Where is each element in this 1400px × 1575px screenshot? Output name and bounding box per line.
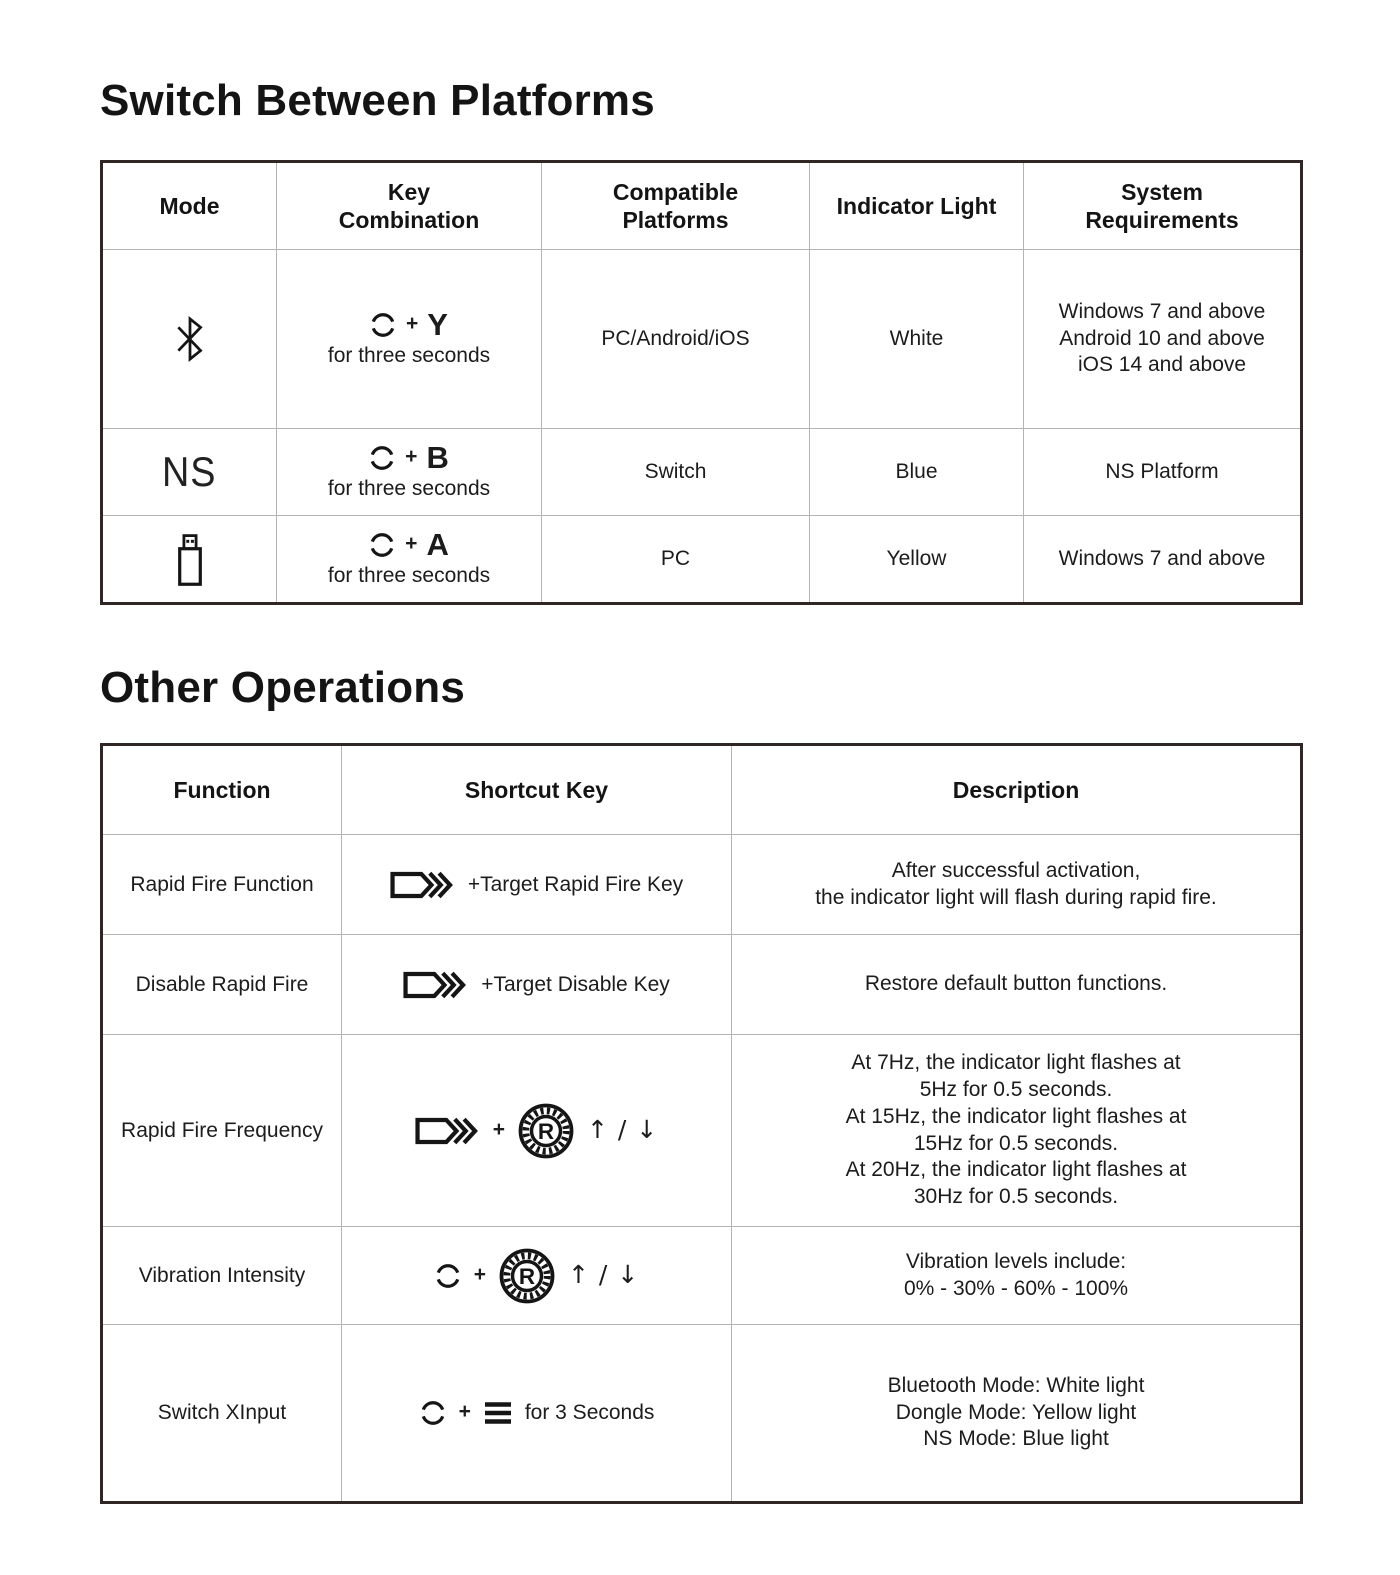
up-down-arrows: ↑ / ↓ — [587, 1115, 659, 1145]
header-compatible-platforms: Compatible Platforms — [542, 162, 810, 250]
mode-cell — [102, 429, 277, 516]
indicator-light-cell: White — [810, 250, 1024, 429]
function-cell: Rapid Fire Function — [102, 835, 342, 935]
function-cell: Disable Rapid Fire — [102, 935, 342, 1035]
r-dial-icon — [498, 1247, 556, 1305]
menu-button-icon — [483, 1401, 513, 1425]
header-mode: Mode — [102, 162, 277, 250]
shortcut-cell — [342, 1325, 732, 1503]
ns-mode-label: NS — [162, 448, 217, 496]
function-cell: Switch XInput — [102, 1325, 342, 1503]
shortcut-label: +Target Rapid Fire Key — [467, 872, 684, 896]
header-indicator-light: Indicator Light — [810, 162, 1024, 250]
section-title-other-operations: Other Operations — [100, 663, 466, 712]
table-row-switch-xinput — [102, 1325, 1302, 1503]
table-row-rapid-fire — [102, 835, 1302, 935]
description-cell: Bluetooth Mode: White light Dongle Mode: Yellow light NS Mode: Blue light — [732, 1325, 1302, 1503]
shortcut-cell — [342, 835, 732, 935]
usb-dongle-icon — [173, 530, 207, 588]
section-title-switch-platforms: Switch Between Platforms — [100, 76, 655, 125]
key-combination-cell — [277, 429, 542, 516]
compatible-platforms-cell: PC/Android/iOS — [542, 250, 810, 429]
key-letter-y: Y — [427, 307, 449, 343]
shortcut-cell — [342, 1227, 732, 1325]
shortcut-cell — [342, 935, 732, 1035]
function-cell: Rapid Fire Frequency — [102, 1035, 342, 1227]
table-row-ns-mode — [102, 429, 1302, 516]
indicator-light-cell: Blue — [810, 429, 1024, 516]
compatible-platforms-cell: Switch — [542, 429, 810, 516]
hold-duration: for three seconds — [327, 477, 491, 501]
indicator-light-cell: Yellow — [810, 516, 1024, 604]
bluetooth-icon — [172, 313, 208, 365]
table-row-disable-rapid-fire — [102, 935, 1302, 1035]
up-down-arrows: ↑ / ↓ — [568, 1260, 640, 1290]
function-cell: Vibration Intensity — [102, 1227, 342, 1325]
operations-table-header-row — [102, 745, 1302, 835]
system-requirements-cell: NS Platform — [1024, 429, 1302, 516]
key-combination-cell — [277, 250, 542, 429]
svg-text:R: R — [518, 1263, 536, 1289]
header-system-requirements: System Requirements — [1024, 162, 1302, 250]
pair-button-icon — [434, 1262, 462, 1290]
header-shortcut-key: Shortcut Key — [342, 745, 732, 835]
key-combination-cell — [277, 516, 542, 604]
description-cell: Vibration levels include: 0% - 30% - 60% - 100% — [732, 1227, 1302, 1325]
mode-cell — [102, 250, 277, 429]
turbo-button-icon — [415, 1114, 481, 1148]
header-key-combination: Key Combination — [277, 162, 542, 250]
system-requirements-cell: Windows 7 and above — [1024, 516, 1302, 604]
mode-cell — [102, 516, 277, 604]
table-row-rapid-fire-frequency — [102, 1035, 1302, 1227]
shortcut-cell — [342, 1035, 732, 1227]
table-row-dongle-mode — [102, 516, 1302, 604]
operations-table — [100, 743, 1303, 1504]
turbo-button-icon — [403, 968, 469, 1002]
turbo-button-icon — [390, 868, 456, 902]
svg-text:R: R — [537, 1118, 555, 1144]
r-dial-icon — [517, 1102, 575, 1160]
hold-duration: for three seconds — [327, 564, 491, 588]
table-row-vibration-intensity — [102, 1227, 1302, 1325]
key-letter-b: B — [426, 440, 450, 476]
header-function: Function — [102, 745, 342, 835]
plus-sign: + — [405, 531, 418, 555]
description-cell: After successful activation, the indicator light will flash during rapid fire. — [732, 835, 1302, 935]
pair-button-icon — [369, 311, 397, 339]
pair-button-icon — [419, 1399, 447, 1427]
compatible-platforms-cell: PC — [542, 516, 810, 604]
description-cell: At 7Hz, the indicator light flashes at 5Hz for 0.5 seconds. At 15Hz, the indicator light flashes at 15Hz for 0.5 seconds. At 20Hz, the indicator light flashes at 30Hz for 0.5 seconds. — [732, 1035, 1302, 1227]
hold-duration: for three seconds — [327, 344, 491, 368]
key-letter-a: A — [426, 527, 450, 563]
pair-button-icon — [368, 444, 396, 472]
table-row-bluetooth-mode — [102, 250, 1302, 429]
plus-sign: + — [405, 444, 418, 468]
header-description: Description — [732, 745, 1302, 835]
plus-sign: + — [406, 311, 419, 335]
platforms-table-header-row — [102, 162, 1302, 250]
system-requirements-cell: Windows 7 and above Android 10 and above iOS 14 and above — [1024, 250, 1302, 429]
plus-sign: + — [458, 1400, 471, 1424]
shortcut-label: +Target Disable Key — [481, 972, 670, 996]
platforms-table — [100, 160, 1303, 605]
description-cell: Restore default button functions. — [732, 935, 1302, 1035]
plus-sign: + — [473, 1262, 487, 1286]
plus-sign: + — [492, 1117, 506, 1141]
pair-button-icon — [368, 531, 396, 559]
shortcut-label: for 3 Seconds — [524, 1401, 655, 1425]
